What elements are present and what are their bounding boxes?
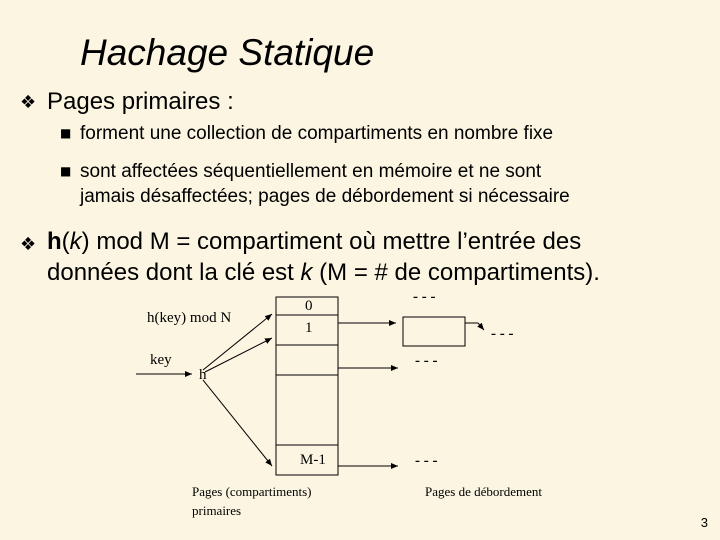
hash-rest: mod M = compartiment où mettre l’entrée des (89, 228, 582, 255)
bucket-0-label: 0 (305, 298, 313, 314)
slide-title: Hachage Statique (80, 32, 375, 73)
sub-bullet-2-line1: sont affectées séquentiellement en mémoire et ne sont (80, 161, 542, 182)
bullet-primary-pages: Pages primaires : (47, 88, 234, 115)
bucket-1-label: 1 (305, 320, 313, 336)
hash-h: h (47, 228, 62, 255)
dots-middle: - - - (415, 353, 438, 369)
hash-k2: k (300, 259, 313, 286)
sub-bullet-1: forment une collection de compartiments en nombre fixe (80, 123, 554, 144)
diamond-bullet-icon: ❖ (20, 234, 37, 255)
h-arrow-bucket-m1 (203, 380, 272, 466)
hash-line2b: (M = # de compartiments). (312, 259, 600, 286)
key-label: key (150, 352, 172, 368)
dots-bottom: - - - (415, 453, 438, 469)
bucket-m1-label: M-1 (300, 452, 326, 468)
bullet-hash-function: h(k) mod M = compartiment où mettre l’entrée des (47, 228, 582, 255)
dots-top: - - - (413, 289, 436, 305)
overflow-page (403, 317, 465, 346)
dots-right: - - - (491, 326, 514, 342)
overflow-pages-label: Pages de débordement (425, 484, 542, 499)
primary-pages-label-1: Pages (compartiments) (192, 484, 312, 499)
hash-line2a: données dont la clé est (47, 259, 301, 286)
primary-pages-label-2: primaires (192, 503, 242, 518)
square-bullet-icon: ■ (60, 164, 72, 178)
h-arrow-bucket-1 (205, 338, 272, 372)
h-label: h (199, 367, 207, 383)
hkey-mod-n-label: h(key) mod N (147, 310, 232, 326)
diamond-bullet-icon: ❖ (20, 92, 37, 113)
sub-bullet-2-line2: jamais désaffectées; pages de débordement si nécessaire (80, 186, 570, 207)
overflow-arrow-2b (478, 323, 484, 330)
hash-k: k (69, 228, 82, 255)
page-number: 3 (700, 515, 708, 530)
square-bullet-icon: ■ (60, 126, 72, 140)
